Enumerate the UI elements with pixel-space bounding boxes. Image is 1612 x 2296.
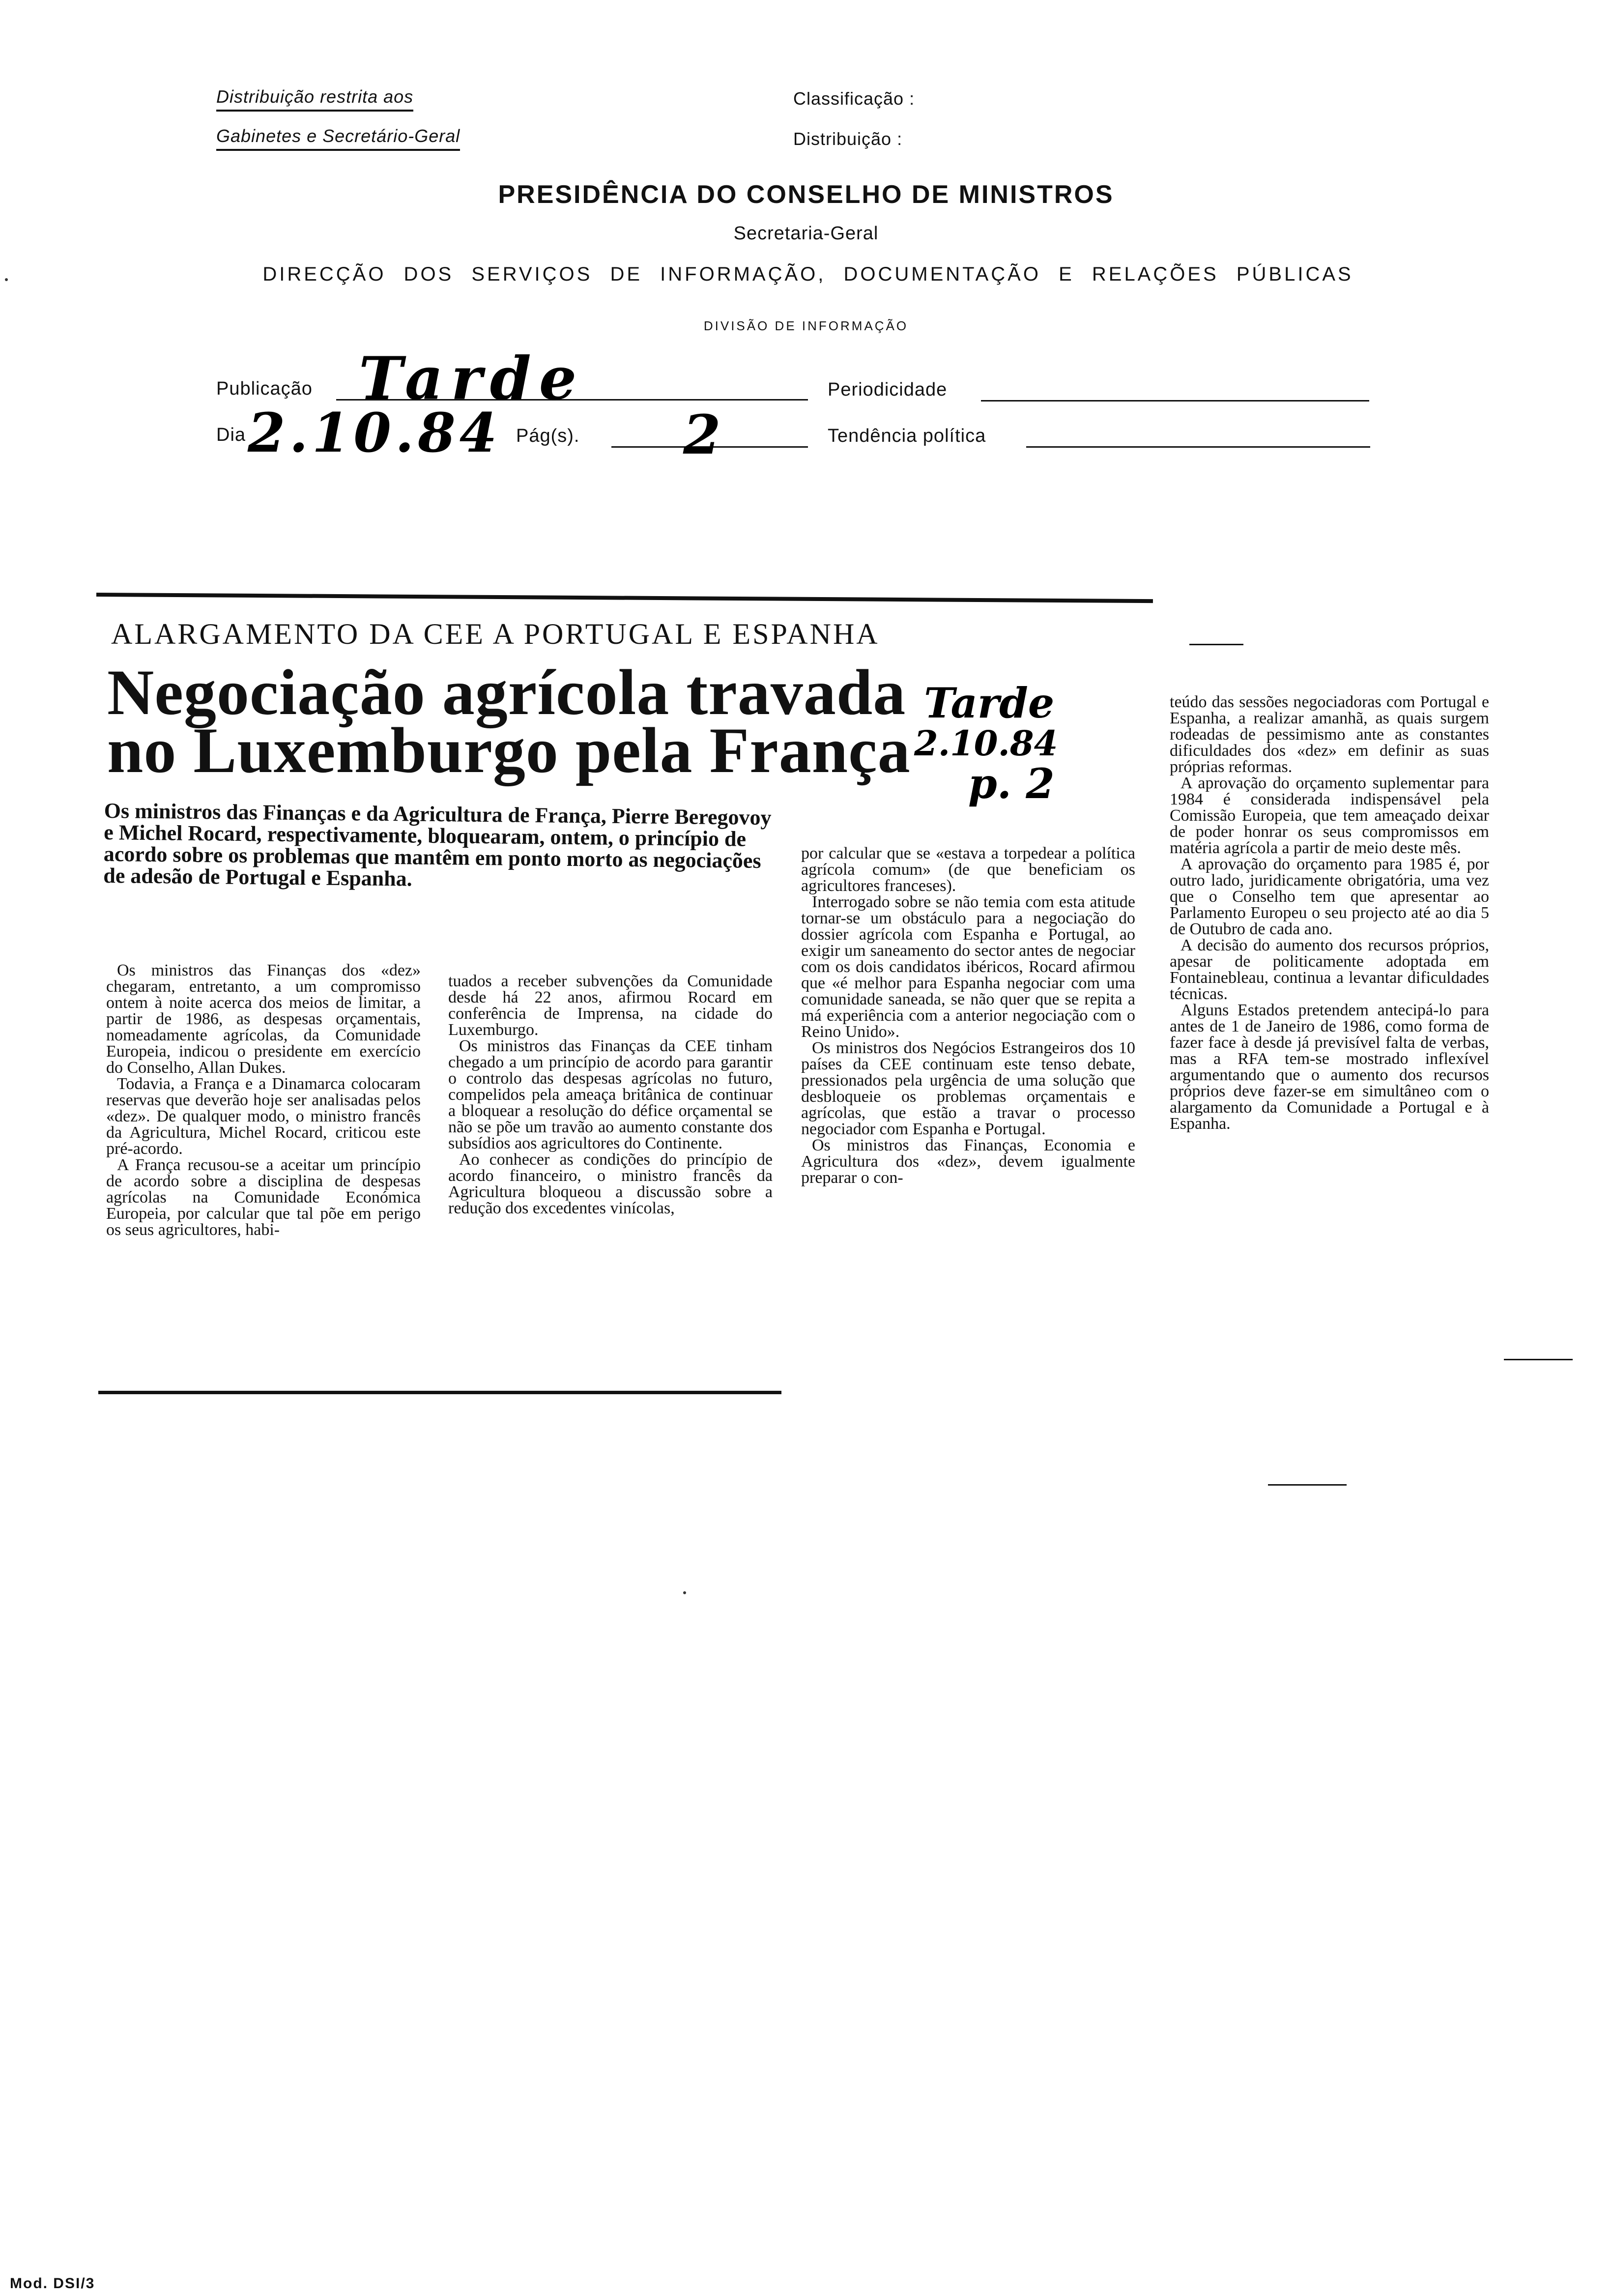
- right-margin-rule: [1504, 1359, 1573, 1360]
- classificacao-label: Classificação :: [793, 88, 915, 109]
- paragraph: Os ministros das Finanças da CEE tinham chegado a um princípio de acordo para garantir o controlo das despesas agrícolas no futuro, compelidos pela ameaça britânica de continuar a bloquear a resolução do défice orçamental se não se põe um travão ao aumento constante dos subsídios aos agricultores do Continente.: [448, 1037, 773, 1152]
- bottom-rule-left: [98, 1391, 781, 1394]
- paragraph: A França recusou-se a aceitar um princípio de acordo sobre a disciplina de despesas agrícolas na Comunidade Económica Europeia, por calcular que tal põe em perigo os seus agricultores, habi-: [106, 1156, 421, 1239]
- form-code: Mod. DSI/3: [10, 2275, 95, 2292]
- publicacao-label: Publicação: [216, 378, 313, 399]
- dia-label: Dia: [216, 425, 246, 445]
- pags-label: Pág(s).: [516, 426, 580, 446]
- paragraph: A aprovação do orçamento suplementar para 1984 é considerada indispensável pela Comissão Europeia, que tem ameaçado deixar de poder honrar os seus compromissos em matéria agrícola a partir de meio deste mês.: [1170, 774, 1489, 857]
- dia-handwritten: 2.10.84: [248, 401, 501, 464]
- issuing-body: PRESIDÊNCIA DO CONSELHO DE MINISTROS: [498, 180, 1114, 209]
- restricted-distribution-line1: Distribuição restrita aos: [216, 86, 413, 107]
- publicacao-handwritten: Tarde: [359, 344, 585, 413]
- paragraph: Alguns Estados pretendem antecipá-lo para antes de 1 de Janeiro de 1986, como forma de fazer face à desde já previsível falta de verbas, mas a RFA tem-se mostrado inflexível argumentando que o aumento dos recursos próprios deve fazer-se em simultâneo com o alargamento da Comunidade a Portugal e à Espanha.: [1170, 1001, 1489, 1133]
- top-rule: [96, 593, 1153, 603]
- secretariat: Secretaria-Geral: [733, 223, 879, 244]
- headline-line2: no Luxemburgo pela França: [107, 714, 911, 786]
- tendencia-line: [1026, 446, 1370, 448]
- article-column-1: [106, 962, 421, 1238]
- periodicidade-label: Periodicidade: [828, 379, 948, 400]
- stray-rule: [1268, 1484, 1347, 1486]
- tendencia-label: Tendência política: [828, 426, 986, 446]
- article-kicker: ALARGAMENTO DA CEE A PORTUGAL E ESPANHA: [111, 618, 880, 650]
- article-column-2: [448, 973, 773, 1216]
- paragraph: Os ministros das Finanças dos «dez» chegaram, entretanto, a um compromisso ontem à noite acerca dos meios de limitar, a partir de 1986, as despesas orçamentais, nomeadamente agrícolas, da Comunidade Europeia, indicou o presidente em exercício do Conselho, Allan Dukes.: [106, 961, 421, 1077]
- article-column-4: [1170, 694, 1489, 1132]
- division: DIVISÃO DE INFORMAÇÃO: [703, 318, 909, 333]
- scan-speck: [683, 1591, 686, 1594]
- directorate: DIRECÇÃO DOS SERVIÇOS DE INFORMAÇÃO, DOCUMENTAÇÃO E RELAÇÕES PÚBLICAS: [262, 263, 1353, 285]
- paragraph: por calcular que se «estava a torpedear a política agrícola comum» (de que beneficiam os agricultores franceses).: [801, 844, 1135, 895]
- article-column-3: [801, 845, 1135, 1186]
- restricted-distribution-line2: Gabinetes e Secretário-Geral: [216, 126, 460, 146]
- paragraph: A decisão do aumento dos recursos próprios, apesar de politicamente adoptada em Fontainebleau, continua a levantar dificuldades técnicas.: [1170, 936, 1489, 1003]
- periodicidade-line: [981, 400, 1369, 402]
- paragraph: Interrogado sobre se não temia com esta atitude tornar-se um obstáculo para a negociação do dossier agrícola com Espanha e Portugal, ao exigir um saneamento do sector antes de negociar com os dois candidatos ibéricos, Rocard afirmou que «é melhor para Espanha negociar com uma comunidade saneada, se não quer que se repita a má experiência com a anterior negociação com o Reino Unido».: [801, 893, 1135, 1041]
- distribuicao-label: Distribuição :: [793, 129, 903, 149]
- article-lede: Os ministros das Finanças e da Agricultura de França, Pierre Beregovoy e Michel Rocard, respectivamente, bloquearam, ontem, o princípio de acordo sobre os problemas que mantêm em ponto morto as negociações de adesão de Portugal e Espanha.: [103, 799, 772, 891]
- article-headline: [107, 656, 952, 786]
- pags-handwritten: 2: [683, 403, 721, 466]
- handwritten-annotation: Tarde 2.10.84 p. 2: [914, 679, 1058, 808]
- paragraph: teúdo das sessões negociadoras com Portugal e Espanha, a realizar amanhã, as quais surgem rodeadas de pessimismo ante as constantes dificuldades dos «dez» em definir as suas próprias reformas.: [1170, 693, 1489, 776]
- paragraph: Os ministros dos Negócios Estrangeiros dos 10 países da CEE continuam este tenso debate, pressionados pela urgência de uma solução que desbloqueie os problemas orçamentais e agrícolas, que estão a travar o processo negociador com Espanha e Portugal.: [801, 1039, 1135, 1138]
- paragraph: A aprovação do orçamento para 1985 é, por outro lado, juridicamente obrigatória, uma vez que o Conselho tem que apresentar ao Parlamento Europeu o seu projecto até ao dia 5 de Outubro de cada ano.: [1170, 855, 1489, 938]
- top-right-rule: [1189, 644, 1243, 645]
- headline-line1: Negociação agrícola travada: [107, 656, 906, 728]
- scan-speck: [5, 278, 8, 281]
- paragraph: tuados a receber subvenções da Comunidade desde há 22 anos, afirmou Rocard em conferência de Imprensa, na cidade do Luxemburgo.: [448, 972, 773, 1039]
- paragraph: Todavia, a França e a Dinamarca colocaram reservas que deverão hoje ser analisadas pelos «dez». De qualquer modo, o ministro francês da Agricultura, Michel Rocard, criticou este pré-acordo.: [106, 1075, 421, 1158]
- paragraph: Ao conhecer as condições do princípio de acordo financeiro, o ministro francês da Agricultura bloqueou a discussão sobre a redução dos excedentes vinícolas,: [448, 1150, 773, 1217]
- paragraph: Os ministros das Finanças, Economia e Agricultura dos «dez», devem igualmente preparar o con-: [801, 1136, 1135, 1187]
